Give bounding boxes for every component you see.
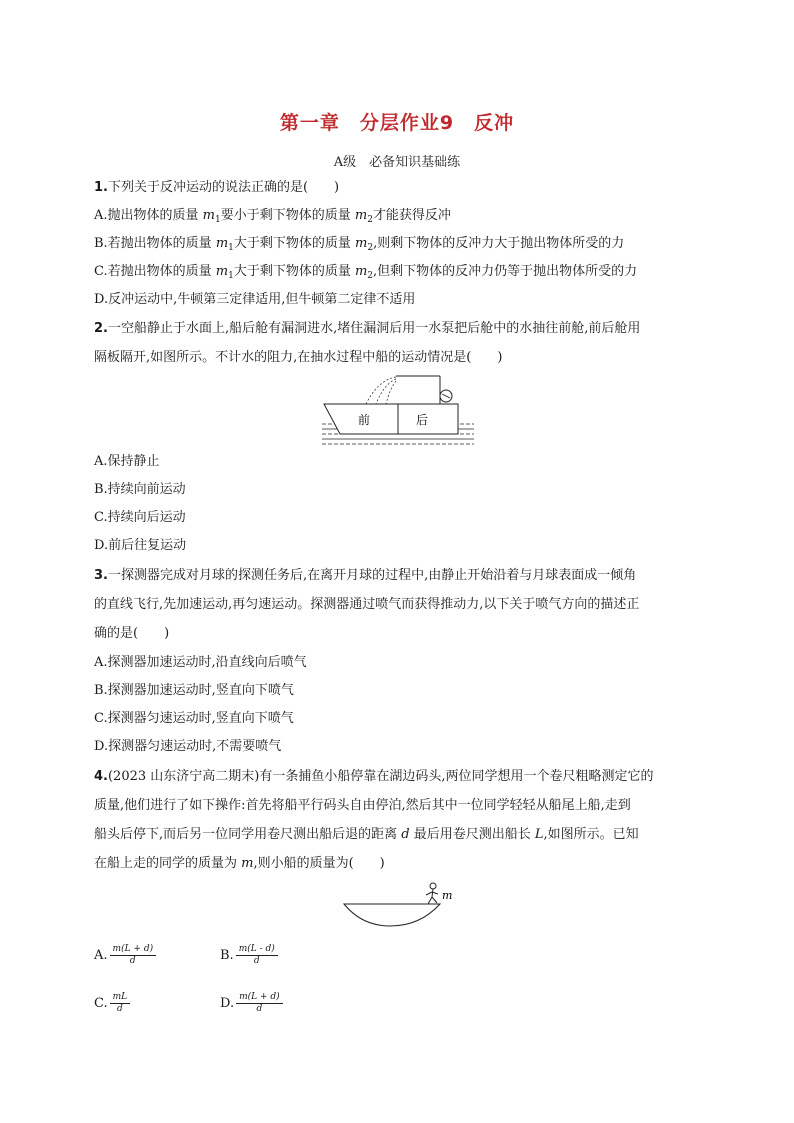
q3-option-c[interactable]: C.探测器匀速运动时,竖直向下喷气	[94, 711, 294, 726]
q1-b-sub-1: 1	[228, 243, 234, 253]
section-heading: A级 必备知识基础练	[333, 155, 461, 170]
q1-b-var-m1: m	[215, 236, 229, 251]
q1-option-c[interactable]	[94, 262, 637, 286]
q4-d-denominator: d	[256, 1004, 263, 1014]
q1-a-var-m1: m	[202, 208, 215, 223]
boat-pump-figure	[318, 370, 478, 450]
q4-b-label: B.	[220, 948, 234, 963]
q1-b-text-1: B.若抛出物体的质量	[94, 236, 216, 251]
boat-hull	[324, 404, 458, 434]
fishing-boat-figure	[340, 880, 460, 932]
boat-hull-arc	[344, 904, 440, 926]
q1-number: 1.	[94, 180, 108, 195]
q3-stem-line-2: 的直线飞行,先加速运动,再匀速运动。探测器通过喷气而获得推动力,以下关于喷气方向的描述正	[94, 597, 640, 612]
q1-a-sub-1: 1	[214, 215, 221, 225]
q4-c-denominator: d	[117, 1004, 123, 1014]
q4-a-numerator: m(L + d)	[110, 944, 157, 956]
q1-b-sub-2: 2	[367, 243, 374, 253]
q4-stem-text-3b: 最后用卷尺测出船长	[409, 827, 535, 842]
q4-stem-text-3c: ,如图所示。已知	[543, 827, 639, 842]
q3-stem-line-1	[94, 566, 636, 586]
q3-number: 3.	[94, 568, 108, 583]
q1-a-var-m2: m	[354, 208, 368, 223]
q4-number: 4.	[94, 769, 108, 784]
q4-d-label: D.	[220, 996, 235, 1011]
q1-option-d[interactable]: D.反冲运动中,牛顿第三定律适用,但牛顿第二定律不适用	[94, 292, 416, 307]
q2-stem-text-1: 一空船静止于水面上,船后舱有漏洞进水,堵住漏洞后用一水泵把后舱中的水抽往前舱,前后舱用	[107, 321, 641, 336]
q4-stem-text-1: (2023 山东济宁高二期末)有一条捕鱼小船停靠在湖边码头,两位同学想用一个卷尺粗略测定它的	[107, 769, 654, 784]
q4-var-m: m	[241, 856, 254, 871]
q1-c-var-m2: m	[354, 264, 368, 279]
q2-option-d[interactable]: D.前后往复运动	[94, 538, 187, 553]
q4-d-fraction	[236, 992, 283, 1015]
q4-var-d: d	[401, 827, 410, 842]
q4-option-b[interactable]	[220, 944, 278, 967]
q1-option-a[interactable]	[94, 206, 451, 230]
q4-stem-text-4b: ,则小船的质量为( )	[253, 856, 385, 871]
q4-var-l: L	[534, 827, 544, 842]
person-icon	[426, 883, 438, 904]
q1-a-text-1: A.抛出物体的质量	[94, 208, 203, 223]
person-mass-label: m	[442, 889, 453, 902]
q1-c-var-m1: m	[215, 264, 229, 279]
q1-c-sub-2: 2	[367, 271, 374, 281]
q2-stem-line-2: 隔板隔开,如图所示。不计水的阻力,在抽水过程中船的运动情况是( )	[94, 350, 503, 365]
q1-b-text-2: 大于剩下物体的质量	[233, 236, 356, 251]
q2-option-b[interactable]: B.持续向前运动	[94, 482, 186, 497]
q1-a-text-3: 才能获得反冲	[372, 208, 451, 223]
q4-option-d[interactable]	[220, 992, 283, 1015]
q3-option-a[interactable]: A.探测器加速运动时,沿直线向后喷气	[94, 655, 307, 670]
q4-stem-line-2: 质量,他们进行了如下操作:首先将船平行码头自由停泊,然后其中一位同学轻轻从船尾上船,走到	[94, 798, 631, 813]
front-cabin-label: 前	[357, 413, 371, 427]
q4-b-fraction	[236, 944, 278, 967]
q1-c-text-3: ,但剩下物体的反冲力仍等于抛出物体所受的力	[373, 264, 638, 279]
q2-option-c[interactable]: C.持续向后运动	[94, 510, 186, 525]
page-title: 第一章 分层作业9 反冲	[279, 112, 515, 134]
q3-option-b[interactable]: B.探测器加速运动时,竖直向下喷气	[94, 683, 294, 698]
q4-a-label: A.	[94, 948, 108, 963]
q4-stem-line-1	[94, 767, 653, 787]
q1-stem-text: 下列关于反冲运动的说法正确的是( )	[107, 180, 340, 195]
q4-d-numerator: m(L + d)	[236, 992, 283, 1004]
q4-b-numerator: m(L - d)	[236, 944, 278, 956]
q1-c-sub-1: 1	[228, 271, 234, 281]
q3-stem-line-3: 确的是( )	[94, 626, 170, 641]
q4-stem-line-4	[94, 854, 385, 874]
q4-a-denominator: d	[129, 956, 136, 966]
q2-stem-line-1	[94, 319, 640, 339]
q1-a-text-2: 要小于剩下物体的质量	[220, 208, 355, 223]
q4-c-label: C.	[94, 996, 108, 1011]
q4-c-fraction	[110, 992, 131, 1015]
q1-option-b[interactable]	[94, 234, 624, 258]
water-jet	[366, 377, 396, 404]
q1-b-var-m2: m	[355, 236, 368, 251]
q4-b-denominator: d	[253, 956, 260, 966]
q4-stem-text-3: 船头后停下,而后另一位同学用卷尺测出船后退的距离	[94, 827, 402, 842]
q4-stem-line-3	[94, 825, 639, 845]
q1-c-text-2: 大于剩下物体的质量	[233, 264, 355, 279]
q4-a-fraction	[110, 944, 157, 967]
q4-option-c[interactable]	[94, 992, 130, 1015]
q2-number: 2.	[94, 321, 108, 336]
q1-c-text-1: C.若抛出物体的质量	[94, 264, 216, 279]
q1-b-text-3: ,则剩下物体的反冲力大于抛出物体所受的力	[373, 236, 625, 251]
q4-option-a[interactable]	[94, 944, 156, 967]
q4-stem-text-4: 在船上走的同学的质量为	[94, 856, 242, 871]
q3-option-d[interactable]: D.探测器匀速运动时,不需要喷气	[94, 739, 282, 754]
back-cabin-label: 后	[415, 413, 429, 427]
q3-stem-text-1: 一探测器完成对月球的探测任务后,在离开月球的过程中,由静止开始沿着与月球表面成一倾角	[107, 568, 637, 583]
q1-stem	[94, 178, 339, 198]
q2-option-a[interactable]: A.保持静止	[94, 454, 160, 469]
q4-c-numerator: mL	[110, 992, 131, 1004]
q1-a-sub-2: 2	[367, 215, 373, 225]
